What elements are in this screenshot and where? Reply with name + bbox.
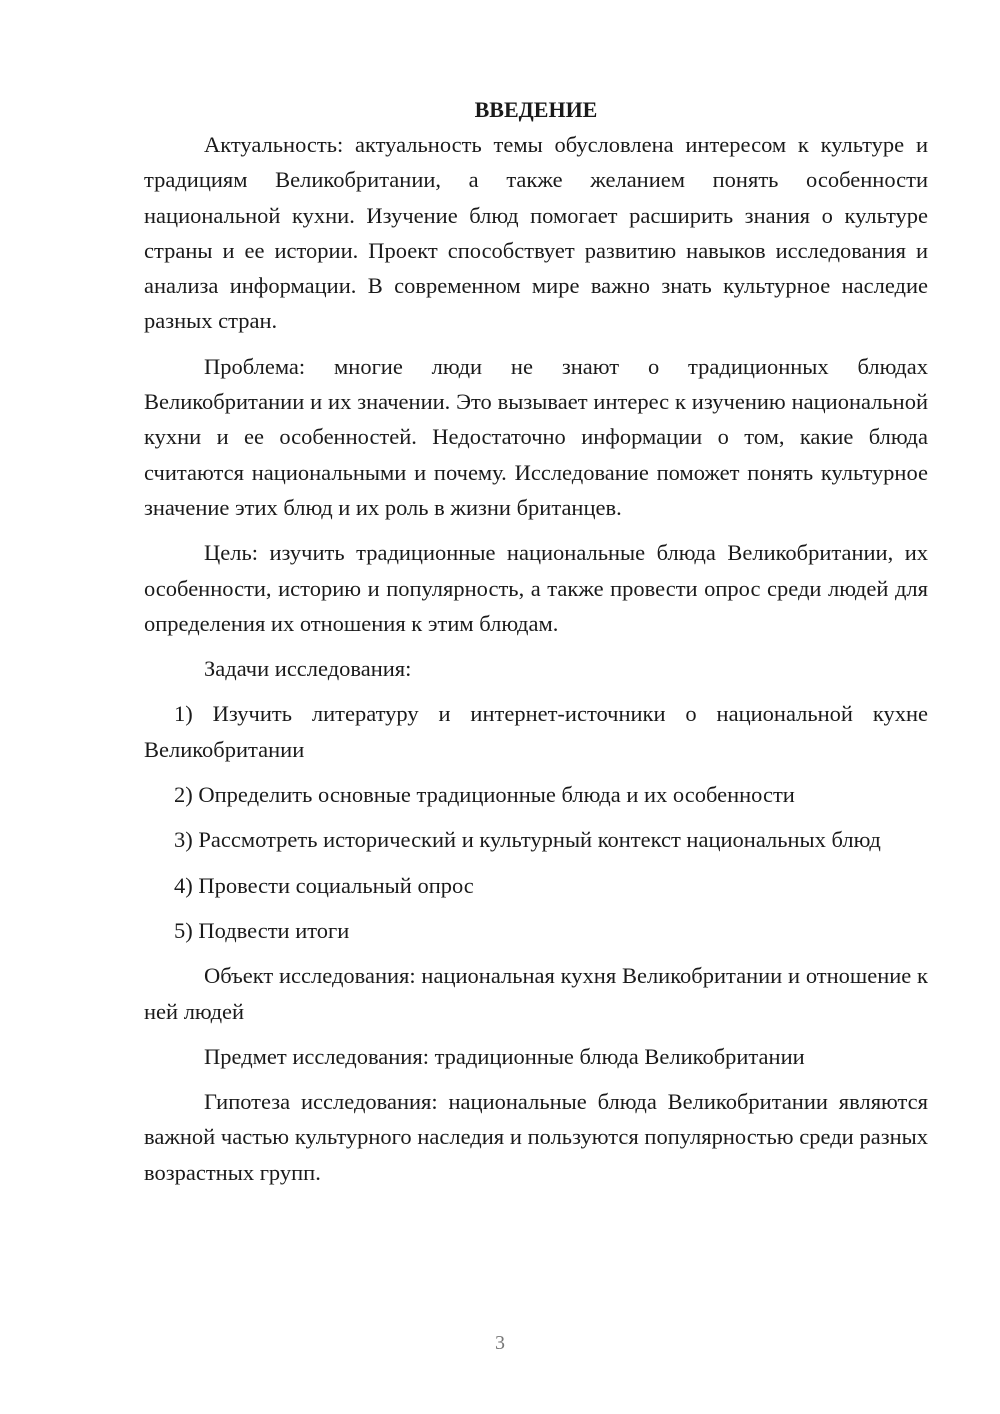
relevance-paragraph: Актуальность: актуальность темы обусловлена интересом к культуре и традициям Великобритании, а также желанием понять особенности национальной кухни. Изучение блюд помогает расширить знания о культуре страны и ее истории. Проект способствует развитию навыков исследования и анализа информации. В современном мире важно знать культурное наследие разных стран.: [144, 132, 928, 334]
task-item-5: 5) Подвести итоги: [174, 917, 350, 943]
task-item-4: 4) Провести социальный опрос: [174, 872, 474, 898]
task-item-1: 1) Изучить литературу и интернет-источники о национальной кухне Великобритании: [144, 701, 928, 762]
hypothesis-paragraph: Гипотеза исследования: национальные блюда Великобритании являются важной частью культурного наследия и пользуются популярностью среди разных возрастных групп.: [144, 1089, 928, 1185]
object-paragraph: Объект исследования: национальная кухня Великобритании и отношение к ней людей: [144, 963, 928, 1024]
document-page: [144, 92, 928, 1190]
task-item-3: 3) Рассмотреть исторический и культурный контекст национальных блюд: [174, 827, 881, 853]
problem-paragraph: Проблема: многие люди не знают о традиционных блюдах Великобритании и их значении. Это вызывает интерес к изучению национальной кухни и ее особенностей. Недостаточно информации о том, какие блюда считаются национальными и почему. Исследование поможет понять культурное значение этих блюд и их роль в жизни британцев.: [144, 353, 928, 520]
tasks-heading: Задачи исследования:: [204, 656, 412, 682]
page-title: ВВЕДЕНИЕ: [474, 97, 598, 122]
page-number: 3: [495, 1332, 505, 1354]
subject-paragraph: Предмет исследования: традиционные блюда Великобритании: [204, 1043, 805, 1069]
task-item-2: 2) Определить основные традиционные блюда и их особенности: [174, 782, 795, 808]
goal-paragraph: Цель: изучить традиционные национальные блюда Великобритании, их особенности, историю и популярность, а также провести опрос среди людей для определения их отношения к этим блюдам.: [144, 540, 928, 636]
